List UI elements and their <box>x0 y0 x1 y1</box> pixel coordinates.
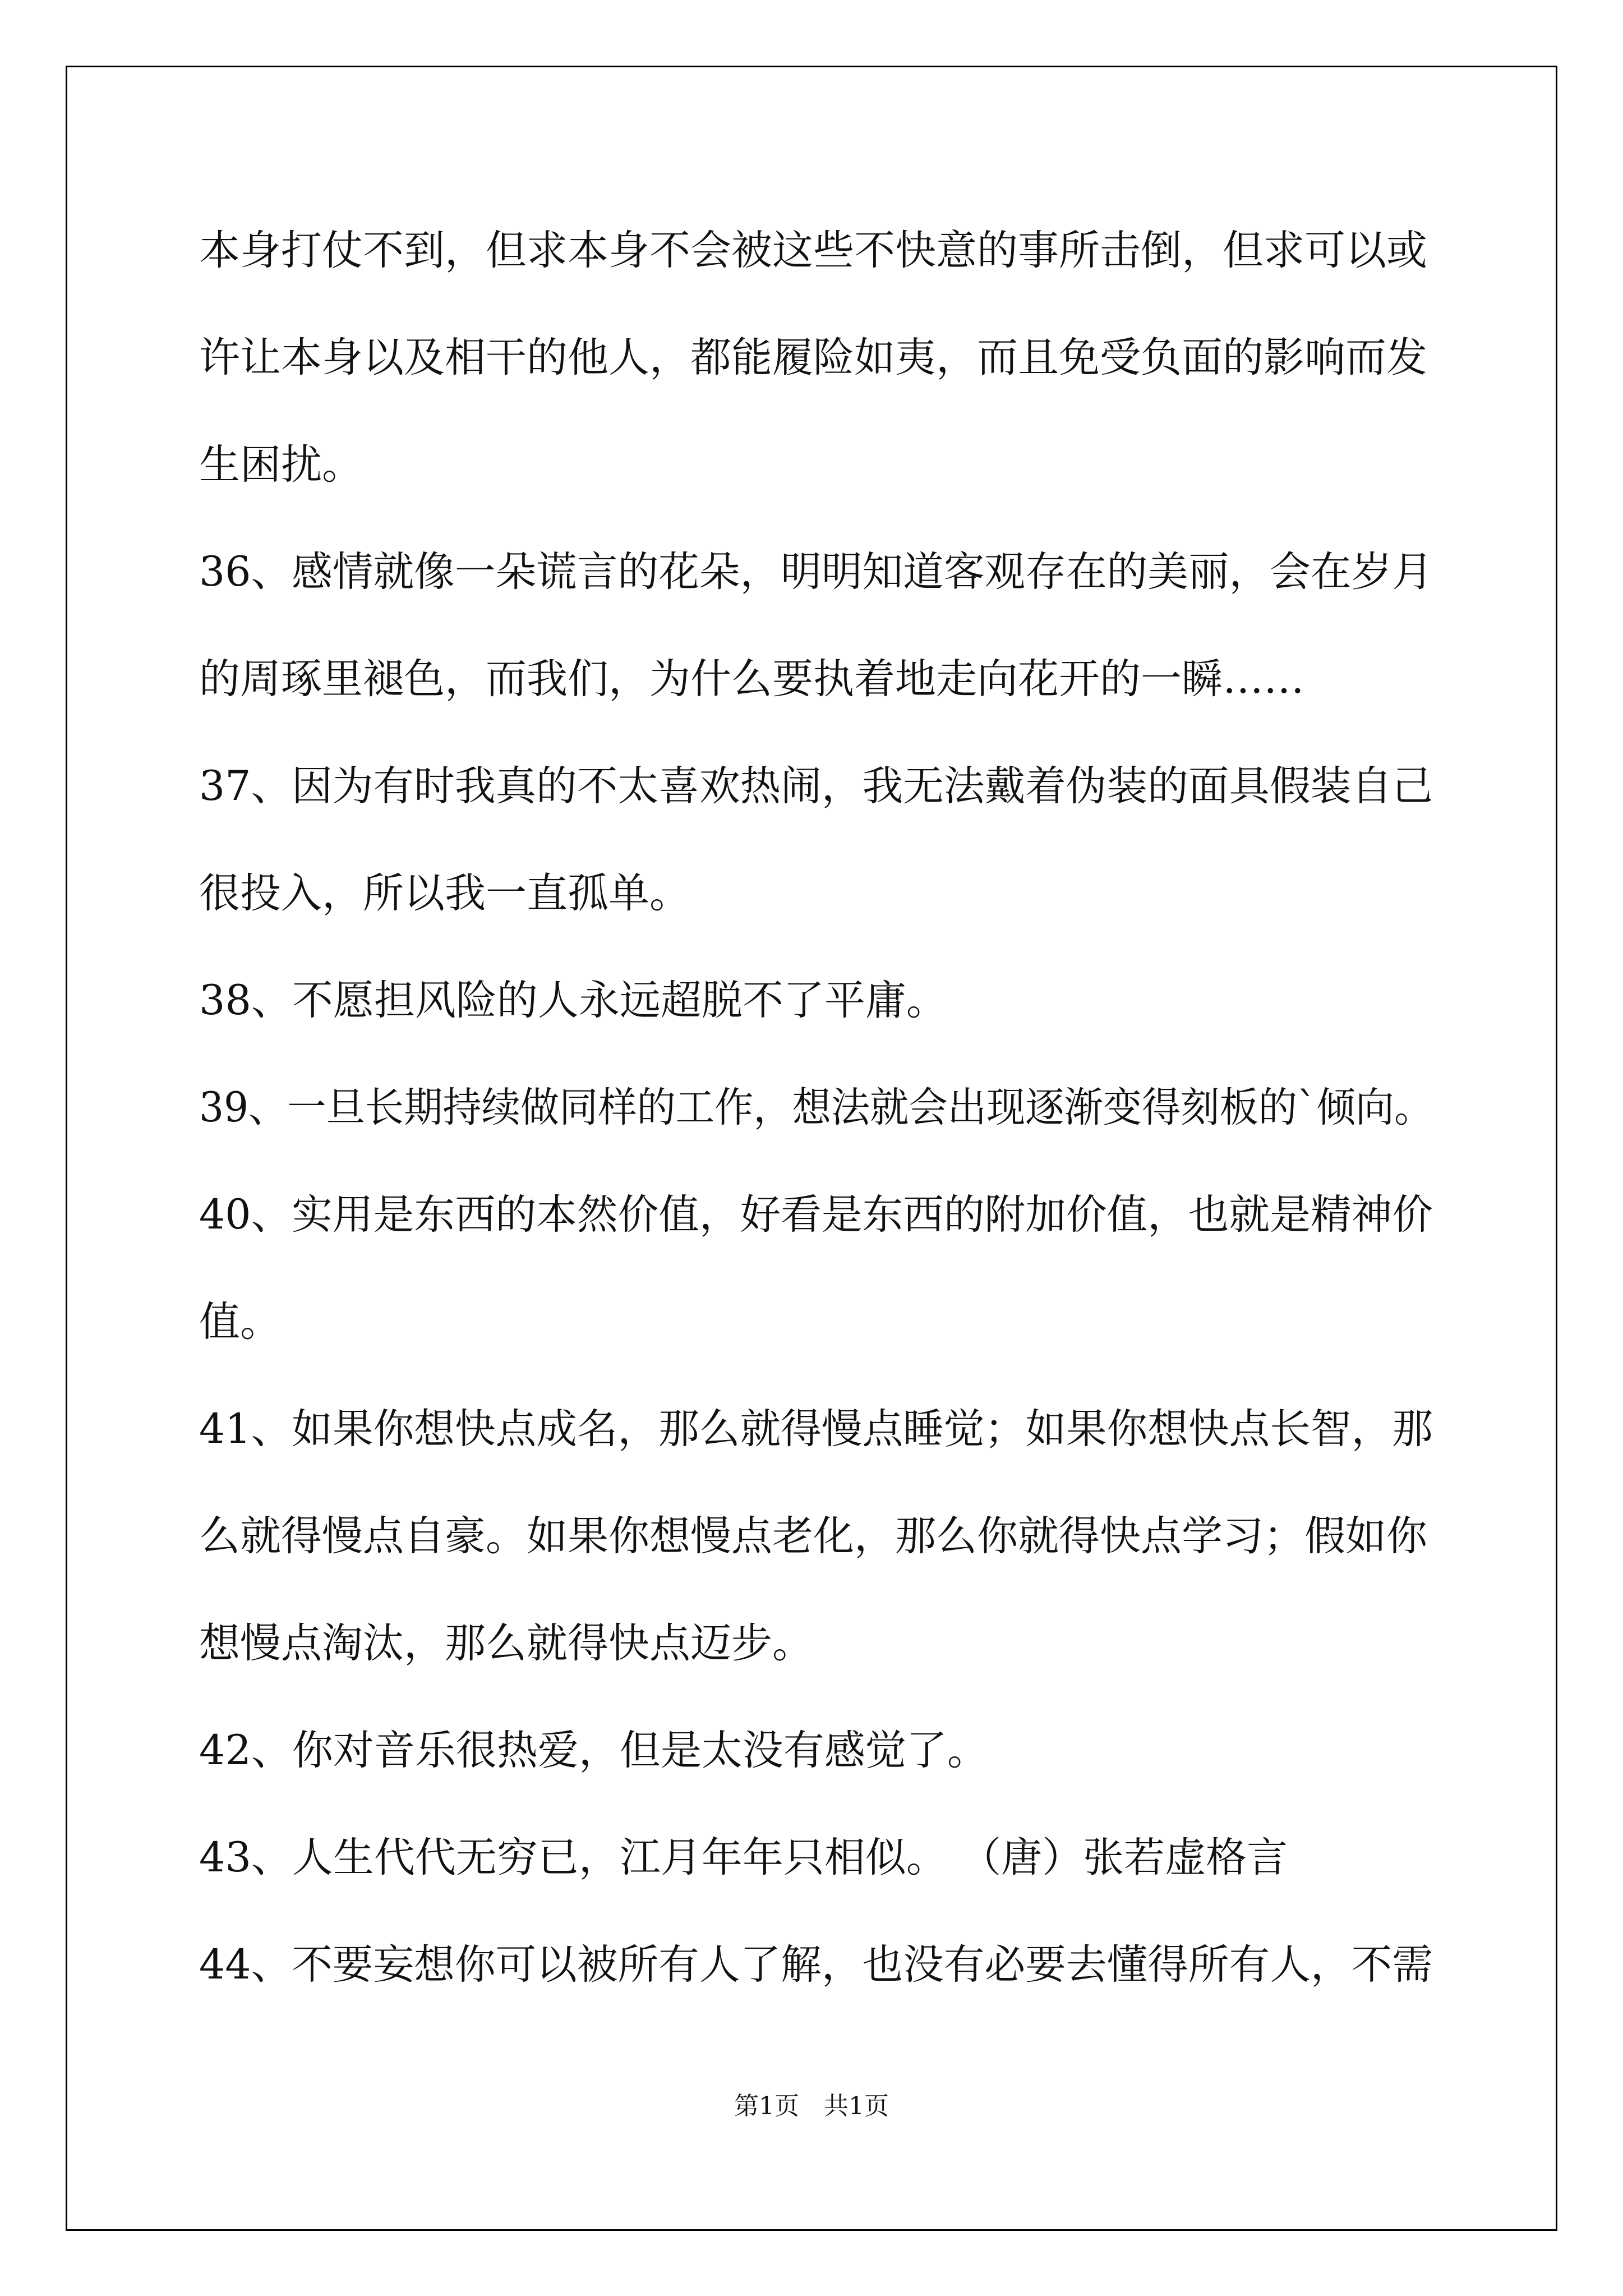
text-line: 么就得慢点自豪。如果你想慢点老化，那么你就得快点学习；假如你 <box>199 1512 1427 1560</box>
text-line: 想慢点淘汰，那么就得快点迈步。 <box>199 1619 813 1667</box>
text-line: 36、感情就像一朵谎言的花朵，明明知道客观存在的美丽，会在岁月 <box>199 548 1433 596</box>
text-line: 值。 <box>199 1298 281 1346</box>
text-line: 生困扰。 <box>199 441 363 489</box>
text-line: 很投入，所以我一直孤单。 <box>199 869 690 917</box>
text-line: 37、因为有时我真的不太喜欢热闹，我无法戴着伪装的面具假装自己 <box>199 762 1433 810</box>
text-line: 本身打仗不到，但求本身不会被这些不快意的事所击倒，但求可以或 <box>199 227 1427 274</box>
text-line: 42、你对音乐很热爱，但是太没有感觉了。 <box>199 1727 988 1774</box>
text-line: 许让本身以及相干的他人，都能履险如夷，而且免受负面的影响而发 <box>199 334 1427 381</box>
page-number-footer: 第1页 共1页 <box>734 2092 889 2120</box>
text-line: 38、不愿担风险的人永远超脱不了平庸。 <box>199 977 947 1024</box>
text-line: 39、一旦长期持续做同样的工作，想法就会出现逐渐变得刻板的`倾向。 <box>199 1084 1433 1131</box>
document-body <box>199 220 1433 2041</box>
text-line: 43、人生代代无穷已，江月年年只相似。 （唐）张若虚格言 <box>199 1834 1288 1881</box>
text-line: 41、如果你想快点成名，那么就得慢点睡觉；如果你想快点长智，那 <box>199 1405 1433 1453</box>
text-line: 44、不要妄想你可以被所有人了解，也没有必要去懂得所有人，不需 <box>199 1941 1433 1989</box>
text-line: 40、实用是东西的本然价值，好看是东西的附加价值，也就是精神价 <box>199 1191 1433 1239</box>
text-line: 的周琢里褪色，而我们，为什么要执着地走向花开的一瞬…… <box>199 655 1304 703</box>
